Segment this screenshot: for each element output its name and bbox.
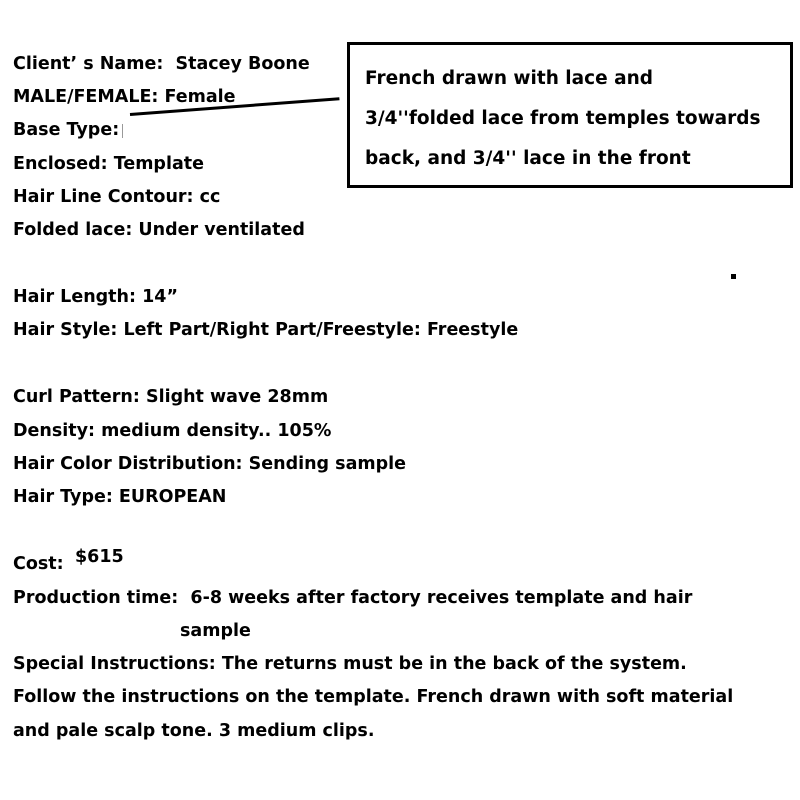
production-time-line1: Production time: 6-8 weeks after factory receives template and hair xyxy=(13,588,693,608)
enclosed-field: Enclosed: Template xyxy=(13,154,204,174)
color-distribution-field: Hair Color Distribution: Sending sample xyxy=(13,454,407,474)
stray-dot xyxy=(731,274,736,279)
density-field: Density: medium density.. 105% xyxy=(13,421,332,441)
callout-line3: back, and 3/4'' lace in the front xyxy=(365,148,691,169)
callout-line1: French drawn with lace and xyxy=(365,68,653,89)
folded-lace-field: Folded lace: Under ventilated xyxy=(13,220,305,240)
special-instructions-line3: and pale scalp tone. 3 medium clips. xyxy=(13,721,375,741)
cost-value: $615 xyxy=(75,547,124,567)
hair-length-field: Hair Length: 14” xyxy=(13,287,178,307)
gender-field: MALE/FEMALE: Female xyxy=(13,87,236,107)
production-time-line2: sample xyxy=(180,621,251,641)
hair-style-field: Hair Style: Left Part/Right Part/Freestyle: Freestyle xyxy=(13,320,519,340)
curl-pattern-field: Curl Pattern: Slight wave 28mm xyxy=(13,387,329,407)
cost-label: Cost: xyxy=(13,554,64,574)
client-name: Client’ s Name: Stacey Boone xyxy=(13,54,310,74)
callout-line2: 3/4''folded lace from temples towards xyxy=(365,108,761,129)
hair-type-field: Hair Type: EUROPEAN xyxy=(13,487,227,507)
callout-box xyxy=(347,42,793,188)
text-cursor xyxy=(122,124,123,138)
special-instructions-line2: Follow the instructions on the template. French drawn with soft material xyxy=(13,687,734,707)
base-type-field: Base Type: xyxy=(13,120,120,140)
hair-line-contour: Hair Line Contour: cc xyxy=(13,187,221,207)
special-instructions-line1: Special Instructions: The returns must be in the back of the system. xyxy=(13,654,687,674)
